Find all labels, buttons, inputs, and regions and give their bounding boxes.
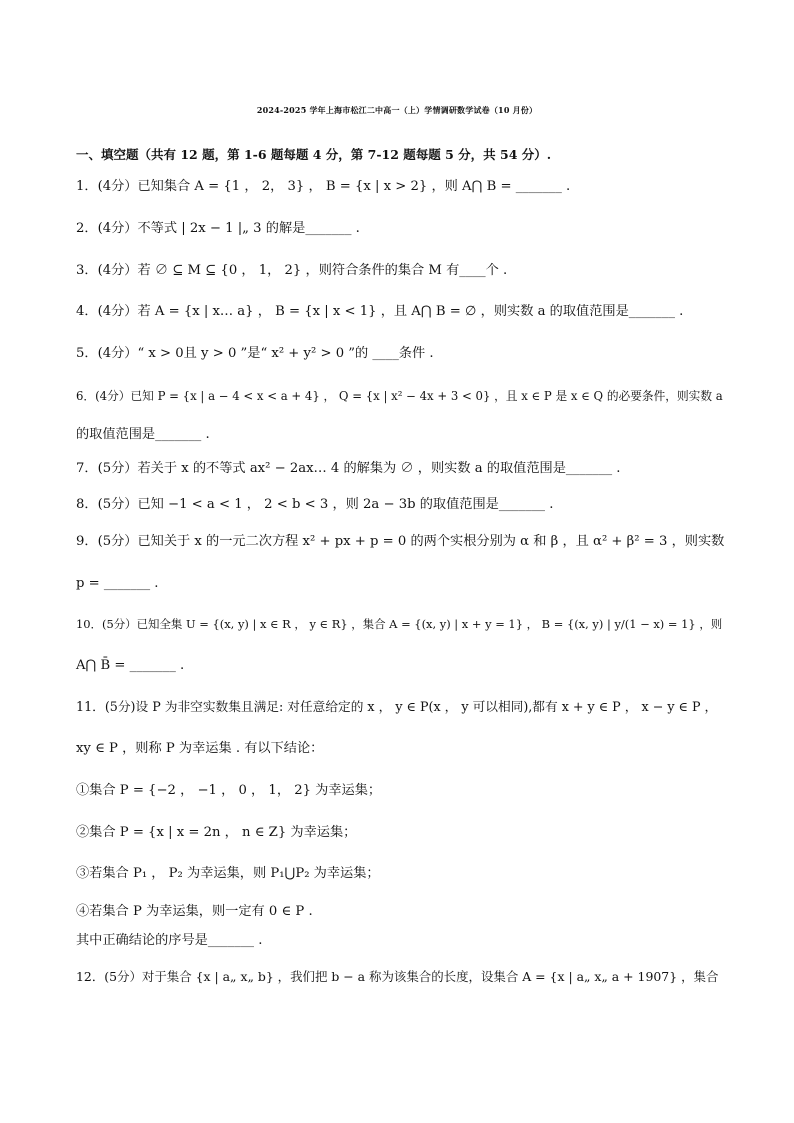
question-12: 12．(5分）对于集合 {x | a„ x„ b} ，我们把 b − a 称为该集合的长度，设集合 A = {x | a„ x„ a + 1907} ，集合 [76, 969, 719, 984]
section-heading-fill-in-blank: 一、填空题（共有 12 题，第 1-6 题每题 4 分，第 7-12 题每题 5 分，共 54 分）. [76, 147, 552, 162]
question-11-statement-1: ①集合 P = {−2 ， −1 ， 0 ， 1， 2} 为幸运集； [76, 783, 382, 798]
question-2: 2．(4分）不等式 | 2x − 1 |„ 3 的解是_______ . [76, 221, 360, 236]
question-9: 9．(5分）已知关于 x 的一元二次方程 x² + px + p = 0 的两个实根分别为 α 和 β ，且 α² + β² = 3 ，则实数 [76, 534, 725, 549]
question-5: 5．(4分）“ x > 0且 y > 0 ”是“ x² + y² > 0 ”的 ____条件 . [76, 346, 434, 361]
question-11-statement-4: ④若集合 P 为幸运集，则一定有 0 ∈ P . [76, 904, 313, 919]
question-4: 4．(4分）若 A = {x | x… a} ， B = {x | x < 1} ，且 A⋂ B = ∅ ，则实数 a 的取值范围是_______ . [76, 304, 684, 319]
question-10-continued: A⋂ B̄ = _______ . [76, 658, 185, 673]
question-7: 7．(5分）若关于 x 的不等式 ax² − 2ax… 4 的解集为 ∅ ，则实数 a 的取值范围是_______ . [76, 461, 621, 476]
question-6: 6．(4分）已知 P = {x | a − 4 < x < a + 4} ， Q = {x | x² − 4x + 3 < 0} ，且 x ∈ P 是 x ∈ Q 的必要条件，则实数 a [76, 389, 723, 403]
question-1: 1．(4分）已知集合 A = {1 ， 2， 3} ， B = {x | x > 2} ，则 A⋂ B = _______ . [76, 179, 571, 194]
question-11-statement-3: ③若集合 P₁ ， P₂ 为幸运集，则 P₁⋃P₂ 为幸运集； [76, 866, 380, 881]
question-8: 8．(5分）已知 −1 < a < 1 ， 2 < b < 3 ，则 2a − 3b 的取值范围是_______ . [76, 497, 554, 512]
question-9-continued: p = _______ . [76, 576, 159, 591]
question-6-continued: 的取值范围是_______ . [76, 427, 210, 442]
exam-title: 2024-2025 学年上海市松江二中高一（上）学情调研数学试卷（10 月份） [256, 105, 538, 115]
question-11: 11．(5分)设 P 为非空实数集且满足: 对任意给定的 x ， y ∈ P(x ， y 可以相同),都有 x + y ∈ P ， x − y ∈ P ， [76, 699, 718, 714]
question-11-prompt: 其中正确结论的序号是_______ . [76, 933, 263, 948]
question-10: 10．(5分）已知全集 U = {(x, y) | x ∈ R ， y ∈ R} ，集合 A = {(x, y) | x + y = 1} ， B = {(x, y) | y/(1 − x) = 1} ，则 [76, 617, 723, 631]
question-3: 3．(4分）若 ∅ ⊆ M ⊆ {0 ， 1， 2} ，则符合条件的集合 M 有____个 . [76, 263, 508, 278]
question-11-continued: xy ∈ P ，则称 P 为幸运集 . 有以下结论： [76, 741, 324, 756]
question-11-statement-2: ②集合 P = {x | x = 2n ， n ∈ Z} 为幸运集； [76, 825, 357, 840]
